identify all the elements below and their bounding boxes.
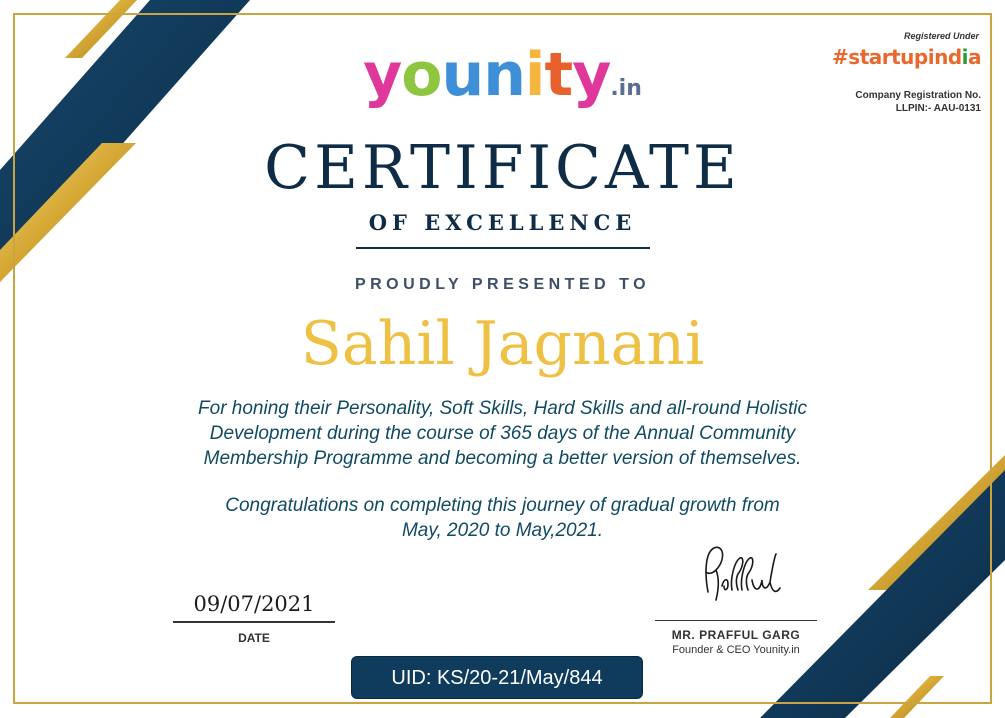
date-label: DATE [238, 631, 270, 645]
body-line: For honing their Personality, Soft Skills, Hard Skills and all-round Holistic [198, 398, 807, 419]
signature-image [690, 540, 790, 610]
body-line: Development during the course of 365 days of the Annual Community [209, 423, 796, 444]
uid-badge: UID: KS/20-21/May/844 [351, 656, 643, 699]
congrats-line: May, 2020 to May,2021. [401, 520, 604, 541]
recipient-name: Sahil Jagnani [300, 309, 705, 379]
logo-letter: o [401, 40, 442, 110]
congratulations-text [90, 493, 915, 543]
certificate-subtitle: OF EXCELLENCE [368, 210, 637, 235]
registered-under-label: Registered Under [903, 31, 979, 41]
startup-suffix: a [968, 45, 981, 69]
congrats-line: Congratulations on completing this journey of gradual growth from [225, 495, 780, 516]
certificate-body [90, 396, 915, 471]
logo-letter: y [572, 40, 611, 110]
issue-date: 09/07/2021 [193, 592, 315, 616]
logo-letter: y [363, 40, 402, 110]
signatory-role: Founder & CEO Younity.in [672, 644, 800, 656]
logo-letter: t [544, 40, 573, 110]
certificate-title: CERTIFICATE [264, 133, 741, 203]
company-reg-number: LLPIN:- AAU-0131 [895, 103, 981, 114]
logo-letter: n [483, 40, 525, 110]
startup-accent: i [961, 45, 968, 69]
subtitle-underline [356, 247, 650, 249]
startupindia-logo [832, 45, 981, 69]
logo-letter: i [524, 40, 545, 110]
signature-line [655, 620, 817, 621]
body-line: Membership Programme and becoming a better version of themselves. [203, 448, 802, 469]
logo-suffix: .in [610, 76, 642, 101]
company-reg-label: Company Registration No. [855, 90, 981, 101]
date-underline [173, 621, 335, 623]
logo-letter: u [441, 40, 484, 110]
company-registration [855, 89, 981, 115]
startup-prefix: #startupind [832, 45, 962, 69]
presented-to-label: PROUDLY PRESENTED TO [354, 276, 651, 293]
signatory-name: MR. PRAFFUL GARG [671, 628, 801, 642]
